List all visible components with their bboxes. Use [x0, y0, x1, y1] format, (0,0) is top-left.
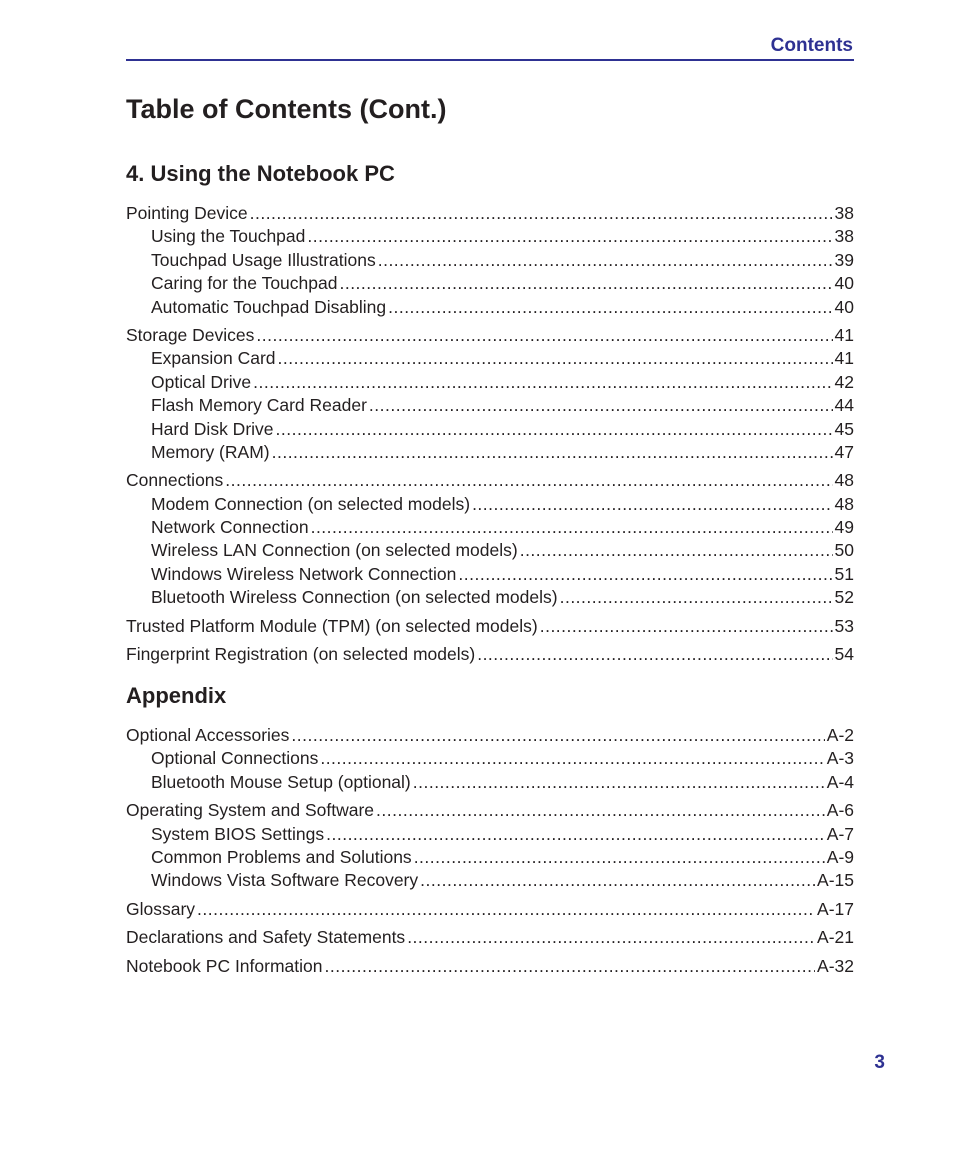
dot-leader [414, 846, 825, 869]
toc-entry-page: 49 [834, 517, 854, 538]
toc-entry-os-software[interactable] [126, 799, 854, 822]
dot-leader [458, 563, 832, 586]
toc-entry-page: A-32 [817, 955, 854, 976]
toc-entry-page: 40 [834, 273, 854, 294]
dot-leader [250, 202, 833, 225]
dot-leader [253, 371, 832, 394]
toc-entry-connections[interactable] [126, 469, 854, 492]
toc-entry-page: A-17 [817, 898, 854, 919]
toc-entry-optional-connections[interactable] [126, 747, 854, 770]
dot-leader [388, 296, 832, 319]
toc-entry-wireless-lan[interactable] [126, 539, 854, 562]
toc-entry-page: 51 [834, 563, 854, 584]
toc-entry-label: Windows Vista Software Recovery [151, 870, 419, 891]
section-heading: Appendix [126, 683, 227, 708]
toc-entry-tpm[interactable] [126, 615, 854, 638]
toc-entry-glossary[interactable] [126, 898, 854, 921]
toc-entry-pointing-device[interactable] [126, 202, 854, 225]
toc-entry-label: Using the Touchpad [151, 226, 306, 247]
toc-entry-label: Wireless LAN Connection (on selected models) [151, 540, 518, 561]
toc-entry-label: Modem Connection (on selected models) [151, 493, 471, 514]
dot-leader [540, 615, 833, 638]
toc-section-using-notebook [126, 161, 854, 666]
toc-entry-common-problems[interactable] [126, 846, 854, 869]
header-divider [126, 59, 854, 61]
running-header: Contents [770, 35, 853, 56]
toc-entry-page: 42 [834, 371, 854, 392]
page-title: Table of Contents (Cont.) [126, 94, 447, 124]
toc-entry-hard-disk-drive[interactable] [126, 418, 854, 441]
toc-entry-page: 54 [834, 644, 854, 665]
dot-leader [376, 799, 825, 822]
toc-entry-vista-recovery[interactable] [126, 869, 854, 892]
toc-entry-label: Optional Accessories [126, 725, 290, 745]
toc-entry-memory-ram[interactable] [126, 441, 854, 464]
toc-entry-label: Glossary [126, 898, 196, 919]
toc-entry-page: A-4 [826, 771, 854, 792]
dot-leader [520, 539, 833, 562]
toc-entry-label: Operating System and Software [126, 800, 375, 821]
dot-leader [276, 418, 833, 441]
toc-entry-label: Windows Wireless Network Connection [151, 563, 457, 584]
toc-entry-page: A-15 [817, 870, 854, 891]
toc-entry-expansion-card[interactable] [126, 347, 854, 370]
toc-entry-label: Optical Drive [151, 371, 252, 392]
toc-entry-page: 41 [834, 324, 854, 345]
toc-entry-label: Bluetooth Wireless Connection (on selected models) [151, 587, 558, 608]
toc-entry-page: A-2 [826, 725, 854, 745]
toc-entry-label: Storage Devices [126, 324, 255, 345]
dot-leader [272, 441, 833, 464]
toc-entry-label: Flash Memory Card Reader [151, 395, 367, 416]
dot-leader [197, 898, 815, 921]
toc-entry-bluetooth-connection[interactable] [126, 586, 854, 609]
toc-entry-windows-wireless[interactable] [126, 563, 854, 586]
toc-entry-label: Hard Disk Drive [151, 418, 274, 439]
toc-entry-flash-card-reader[interactable] [126, 394, 854, 417]
dot-leader [325, 955, 816, 978]
toc-entry-label: System BIOS Settings [151, 823, 325, 844]
dot-leader [472, 493, 832, 516]
toc-entry-page: 38 [834, 226, 854, 247]
toc-entry-page: 48 [834, 470, 854, 491]
dot-leader [320, 747, 824, 770]
toc-entry-label: Automatic Touchpad Disabling [151, 296, 387, 317]
toc-entry-label: Network Connection [151, 517, 309, 538]
toc-entry-declarations[interactable] [126, 926, 854, 949]
dot-leader [420, 869, 815, 892]
dot-leader [291, 724, 824, 747]
toc-entry-label: Expansion Card [151, 348, 276, 369]
toc-entry-page: 53 [834, 615, 854, 636]
toc-entry-page: 40 [834, 296, 854, 317]
dot-leader [256, 324, 832, 347]
toc-entry-label: Memory (RAM) [151, 441, 270, 462]
toc-entry-bios-settings[interactable] [126, 823, 854, 846]
section-heading: 4. Using the Notebook PC [126, 161, 395, 186]
toc-entry-storage-devices[interactable] [126, 324, 854, 347]
toc-list [126, 724, 854, 978]
dot-leader [413, 771, 825, 794]
toc-entry-page: A-9 [826, 846, 854, 867]
toc-entry-label: Pointing Device [126, 203, 248, 223]
toc-entry-page: 39 [834, 249, 854, 270]
toc-entry-fingerprint[interactable] [126, 643, 854, 666]
toc-entry-label: Notebook PC Information [126, 955, 323, 976]
toc-entry-page: A-3 [826, 748, 854, 769]
toc-entry-page: A-21 [817, 927, 854, 948]
toc-entry-label: Optional Connections [151, 748, 319, 769]
dot-leader [477, 643, 832, 666]
toc-entry-notebook-info[interactable] [126, 955, 854, 978]
toc-entry-optional-accessories[interactable] [126, 724, 854, 747]
toc-entry-label: Common Problems and Solutions [151, 846, 412, 867]
dot-leader [311, 516, 833, 539]
toc-entry-page: A-7 [826, 823, 854, 844]
toc-entry-page: A-6 [826, 800, 854, 821]
dot-leader [307, 225, 832, 248]
toc-entry-label: Trusted Platform Module (TPM) (on selected models) [126, 615, 538, 636]
toc-list [126, 202, 854, 666]
dot-leader [326, 823, 825, 846]
toc-entry-using-touchpad[interactable] [126, 225, 854, 248]
dot-leader [225, 469, 832, 492]
toc-entry-touchpad-disabling[interactable] [126, 296, 854, 319]
toc-entry-touchpad-illustrations[interactable] [126, 249, 854, 272]
dot-leader [407, 926, 815, 949]
dot-leader [339, 272, 832, 295]
toc-entry-page: 38 [834, 203, 854, 223]
toc-entry-page: 52 [834, 587, 854, 608]
dot-leader [369, 394, 833, 417]
toc-entry-label: Connections [126, 470, 224, 491]
toc-entry-label: Fingerprint Registration (on selected models) [126, 644, 476, 665]
toc-entry-network-connection[interactable] [126, 516, 854, 539]
toc-entry-page: 44 [834, 395, 854, 416]
toc-entry-bluetooth-mouse[interactable] [126, 771, 854, 794]
toc-entry-label: Bluetooth Mouse Setup (optional) [151, 771, 411, 792]
toc-section-appendix [126, 683, 854, 978]
toc-entry-page: 50 [834, 540, 854, 561]
toc-entry-page: 47 [834, 441, 854, 462]
dot-leader [378, 249, 833, 272]
dot-leader [560, 586, 833, 609]
toc-entry-label: Caring for the Touchpad [151, 273, 338, 294]
toc-entry-label: Declarations and Safety Statements [126, 927, 406, 948]
toc-entry-caring-touchpad[interactable] [126, 272, 854, 295]
page-number: 3 [874, 1052, 885, 1073]
dot-leader [278, 347, 833, 370]
toc-entry-label: Touchpad Usage Illustrations [151, 249, 376, 270]
toc-entry-page: 45 [834, 418, 854, 439]
toc-entry-page: 41 [834, 348, 854, 369]
toc-entry-page: 48 [834, 493, 854, 514]
toc-entry-optical-drive[interactable] [126, 371, 854, 394]
toc-entry-modem-connection[interactable] [126, 493, 854, 516]
